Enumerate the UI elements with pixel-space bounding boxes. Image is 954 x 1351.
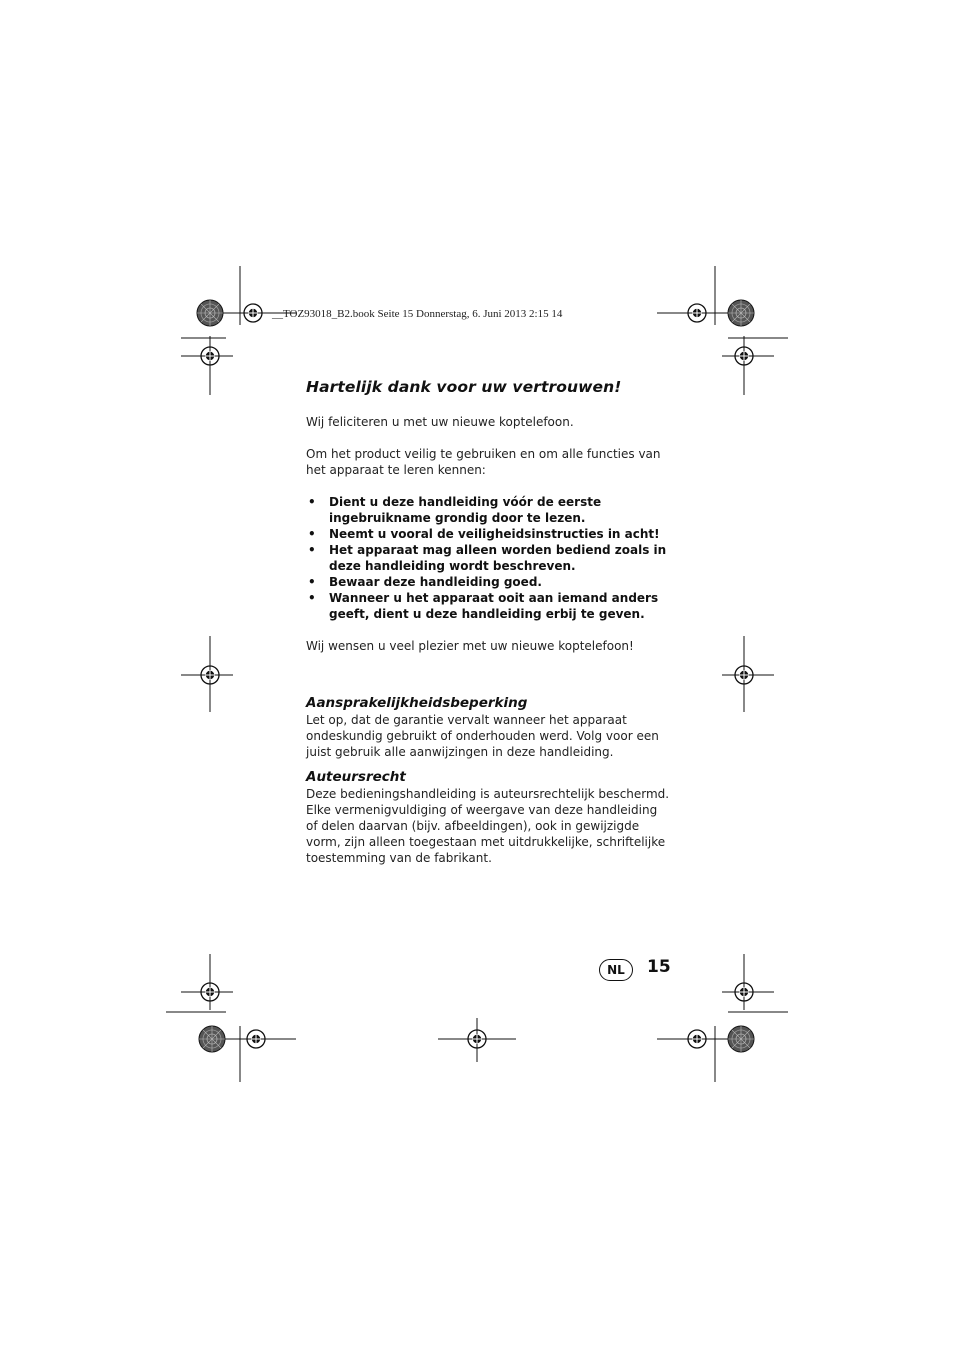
instruction-list [306, 494, 672, 622]
star-target-icon [199, 1026, 225, 1052]
list-item: • Dient u deze handleiding vóór de eerste ingebruikname grondig door te lezen. [308, 495, 602, 525]
list-item: • Het apparaat mag alleen worden bediend zoals in deze handleiding wordt beschreven. [308, 543, 667, 573]
liability-heading: Aansprakelijkheidsbeperking [306, 695, 528, 711]
star-target-icon [197, 300, 223, 326]
bullet-icon: • [308, 527, 316, 541]
star-target-icon [728, 1026, 754, 1052]
language-badge: NL [599, 959, 633, 981]
bullet-icon: • [308, 591, 316, 605]
list-item: • Wanneer u het apparaat ooit aan iemand anders geeft, dient u deze handleiding erbij te geven. [308, 591, 659, 621]
print-slug: __TOZ93018_B2.book Seite 15 Donnerstag, 6. Juni 2013 2:15 14 [272, 308, 563, 320]
page-number: 15 [647, 957, 671, 977]
bullet-icon: • [308, 575, 316, 589]
liability-paragraph: Let op, dat de garantie vervalt wanneer het apparaat ondeskundig gebruikt of onderhouden werd. Volg voor een juist gebruik alle aanwijzingen in deze handleiding. [306, 713, 659, 759]
copyright-paragraph: Deze bedieningshandleiding is auteursrechtelijk beschermd. Elke vermenigvuldiging of weergave van deze handleiding of delen daarvan (bijv. afbeeldingen), ook in gewijzigde vorm, zijn alleen toegestaan met uitdrukkelijke, schriftelijke toestemming van de fabrikant. [306, 787, 670, 865]
intro-paragraph: Wij feliciteren u met uw nieuwe koptelefoon. [306, 415, 574, 429]
top-crop-marks [181, 266, 788, 395]
closing-paragraph: Wij wensen u veel plezier met uw nieuwe koptelefoon! [306, 639, 634, 653]
intro-paragraph: Om het product veilig te gebruiken en om alle functies van het apparaat te leren kennen: [306, 447, 661, 477]
list-item: • Neemt u vooral de veiligheidsinstructies in acht! [308, 527, 660, 541]
bullet-icon: • [308, 543, 316, 557]
bottom-crop-marks [166, 954, 788, 1082]
star-target-icon [728, 300, 754, 326]
page-content [306, 378, 672, 866]
page-title: Hartelijk dank voor uw vertrouwen! [306, 378, 622, 396]
bullet-icon: • [308, 495, 316, 509]
copyright-heading: Auteursrecht [306, 769, 406, 785]
page-footer [599, 957, 674, 983]
list-item: • Bewaar deze handleiding goed. [308, 575, 542, 589]
